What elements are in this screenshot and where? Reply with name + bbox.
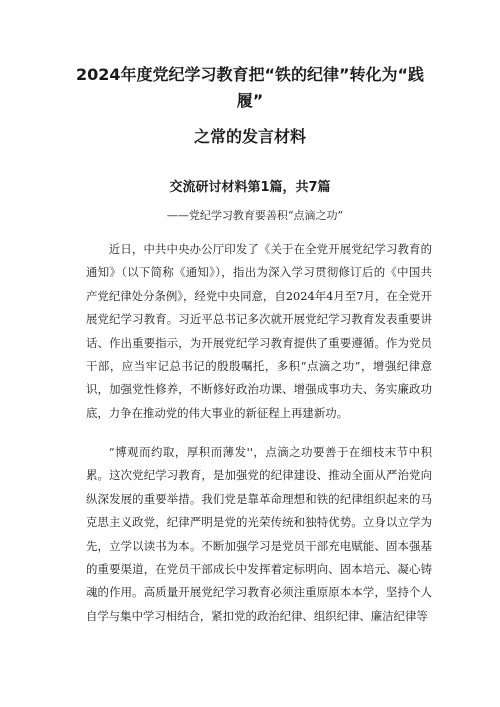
document-title-line-3: 之常的发言材料 (193, 127, 306, 146)
document-title-line-1: 2024年度党纪学习教育把“铁的纪律”转化为“践 (75, 65, 425, 84)
body-paragraph: “博观而约取，厚积而薄发''，点滴之功要善于在细枝末节中积累。这次党纪学习教育，是加强党的纪律建设、推动全面从严治党向纵深发展的重要举措。我们党是靠革命理想和铁的纪律组织起来的马克思主义政党，纪律严明是党的光荣传统和独特优势。立身以立学为先，立学以读书为本。不断加强学习是党员干部充电赋能、固本强基的重要渠道，在党员干部成长中发挥着定标明向、固本培元、凝心铸魂的作用。高质量开展党纪学习教育必须注重原原本本学，坚持个人自学与集中学习相结合，紧扣党的政治纪律、组织纪律、廉洁纪律等 (86, 445, 432, 623)
body-paragraph: 近日，中共中央办公厅印发了《关于在全党开展党纪学习教育的通知》（以下简称《通知》），指出为深入学习贯彻修订后的《中国共产党纪律处分条例》，经党中央同意，自2024年4月至7月，在全党开展党纪学习教育。习近平总书记多次就开展党纪学习教育发表重要讲话、作出重要指示，为开展党纪学习教育提供了重要遵循。作为党员干部，应当牢记总书记的殷殷嘱托，多积“点滴之功”，增强纪律意识，加强党性修养，不断修好政治功课、增强成事功夫、务实廉政功底，力争在推动党的伟大事业的新征程上再建新功。 (86, 242, 432, 420)
document-byline: ——党纪学习教育要善积“点滴之功” (166, 209, 344, 222)
document-title-line-2: 履” (236, 91, 264, 110)
document-subtitle: 交流研讨材料第1篇，共7篇 (169, 180, 331, 195)
